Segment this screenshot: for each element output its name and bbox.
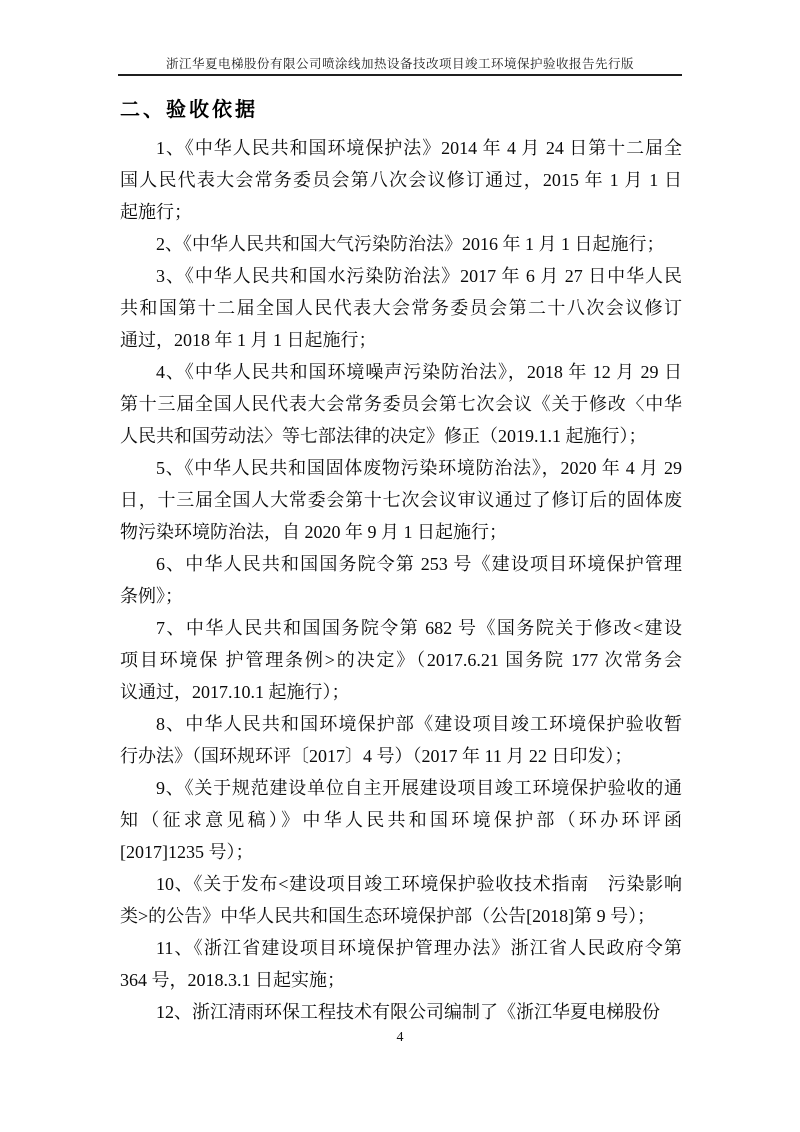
paragraph-line: 条例》； — [120, 586, 183, 606]
page-content — [120, 97, 682, 1028]
paragraph-line: 物污染环境防治法，自 2020 年 9 月 1 日起施行； — [120, 522, 507, 542]
paragraph — [120, 612, 682, 708]
paragraph-line: 8、中华人民共和国环境保护部《建设项目竣工环境保护验收暂 — [156, 714, 682, 734]
paragraph-line: 7、中华人民共和国国务院令第 682 号《国务院关于修改<建设 — [156, 618, 682, 638]
paragraph-line: [2017]1235 号）； — [120, 842, 254, 862]
paragraph-line: 共和国第十二届全国人民代表大会常务委员会第二十八次会议修订 — [120, 298, 682, 318]
paragraph-line: 项目环境保 护管理条例>的决定》（2017.6.21 国务院 177 次常务会 — [120, 650, 682, 670]
paragraph-line: 12、浙江清雨环保工程技术有限公司编制了《浙江华夏电梯股份 — [156, 1002, 660, 1022]
paragraph-line: 起施行； — [120, 202, 192, 222]
paragraph-line: 4、《中华人民共和国环境噪声污染防治法》，2018 年 12 月 29 日 — [156, 362, 682, 382]
paragraph — [120, 260, 682, 356]
paragraph-line: 人民共和国劳动法〉等七部法律的决定》修正（2019.1.1 起施行）； — [120, 426, 647, 446]
page-header-text: 浙江华夏电梯股份有限公司喷涂线加热设备技改项目竣工环境保护验收报告先行版 — [165, 57, 634, 71]
paragraph — [120, 356, 682, 452]
paragraph-line: 第十三届全国人民代表大会常务委员会第七次会议《关于修改〈中华 — [120, 394, 682, 414]
section-heading: 二、验收依据 — [120, 99, 258, 121]
paragraph-line: 9、《关于规范建设单位自主开展建设项目竣工环境保护验收的通 — [156, 778, 682, 798]
paragraph-line: 知（征求意见稿）》中华人民共和国环境保护部（环办环评函 — [120, 810, 682, 830]
paragraph-line: 类>的公告》中华人民共和国生态环境保护部（公告[2018]第 9 号）； — [120, 906, 656, 926]
paragraph — [120, 452, 682, 548]
paragraph — [120, 868, 682, 932]
paragraph-line: 364 号，2018.3.1 日起实施； — [120, 970, 345, 990]
paragraph-line: 1、《中华人民共和国环境保护法》2014 年 4 月 24 日第十二届全 — [156, 138, 682, 158]
paragraph — [120, 996, 682, 1028]
paragraph-line: 5、《中华人民共和国固体废物污染环境防治法》，2020 年 4 月 29 — [156, 458, 682, 478]
paragraph-line: 行办法》（国环规环评〔2017〕4 号）（2017 年 11 月 22 日印发）； — [120, 746, 633, 766]
header-rule — [118, 74, 682, 76]
paragraph — [120, 228, 682, 260]
paragraph — [120, 932, 682, 996]
paragraph-list — [120, 132, 682, 1028]
page-number: 4 — [396, 1030, 404, 1045]
paragraph-line: 议通过，2017.10.1 起施行）； — [120, 682, 350, 702]
paragraph — [120, 708, 682, 772]
paragraph-line: 日，十三届全国人大常委会第十七次会议审议通过了修订后的固体废 — [120, 490, 682, 510]
paragraph-line: 国人民代表大会常务委员会第八次会议修订通过，2015 年 1 月 1 日 — [120, 170, 682, 190]
paragraph-line: 3、《中华人民共和国水污染防治法》2017 年 6 月 27 日中华人民 — [156, 266, 682, 286]
paragraph-line: 10、《关于发布<建设项目竣工环境保护验收技术指南 污染影响 — [156, 874, 682, 894]
paragraph-line: 通过，2018 年 1 月 1 日起施行； — [120, 330, 377, 350]
paragraph — [120, 772, 682, 868]
paragraph — [120, 132, 682, 228]
paragraph-line: 2、《中华人民共和国大气污染防治法》2016 年 1 月 1 日起施行； — [156, 234, 665, 254]
paragraph-line: 6、中华人民共和国国务院令第 253 号《建设项目环境保护管理 — [156, 554, 682, 574]
paragraph — [120, 548, 682, 612]
paragraph-line: 11、《浙江省建设项目环境保护管理办法》浙江省人民政府令第 — [156, 938, 682, 958]
